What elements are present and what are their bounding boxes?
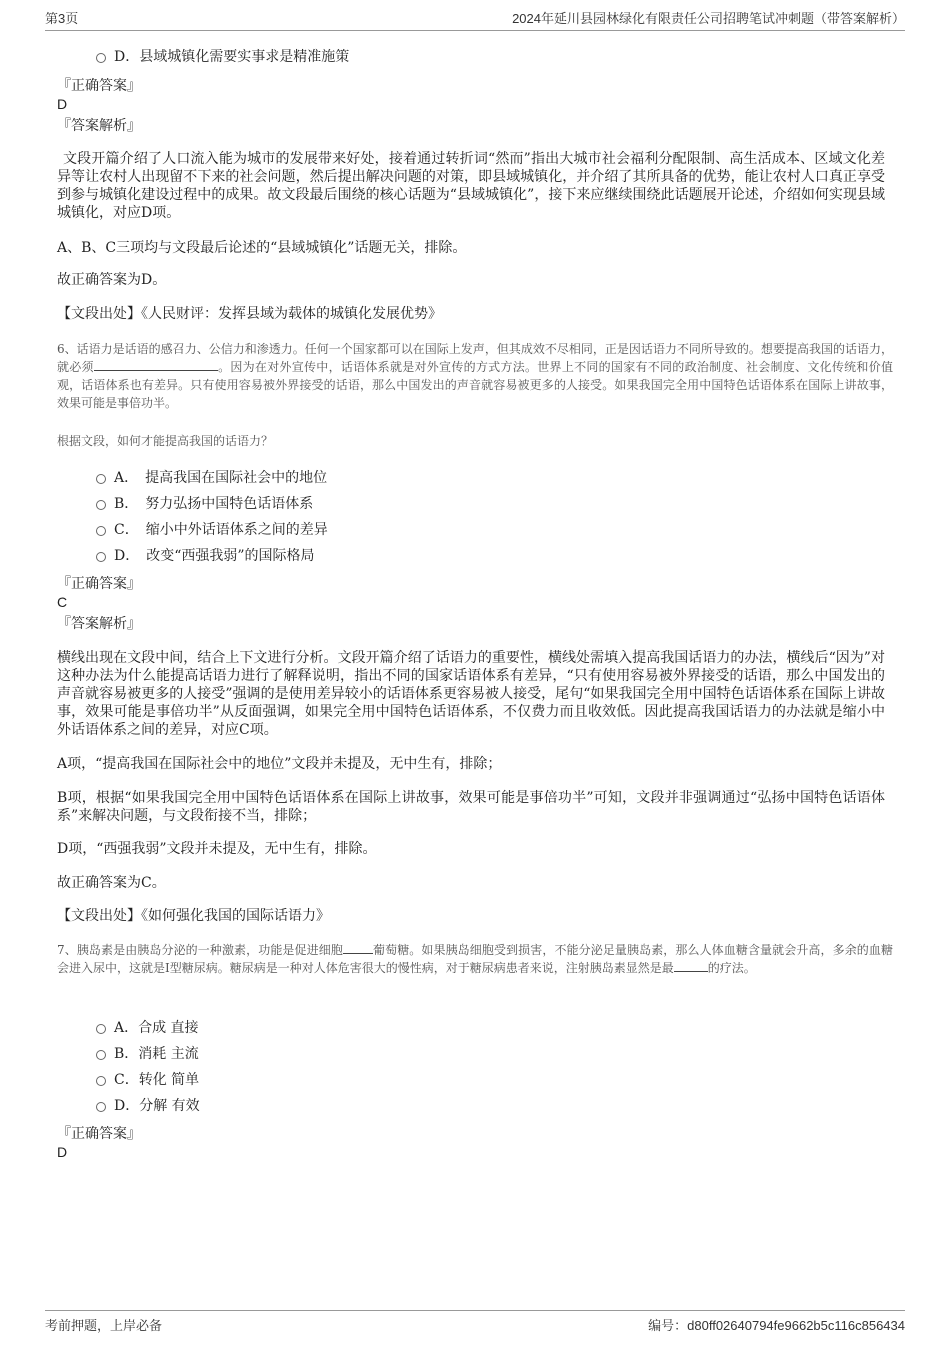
q5-analysis-paragraph-2: A、B、C三项均与文段最后论述的“县域城镇化”话题无关，排除。 xyxy=(57,240,467,256)
fill-blank xyxy=(674,959,708,972)
radio-icon[interactable] xyxy=(96,1102,106,1112)
radio-icon[interactable] xyxy=(96,1076,106,1086)
q5-analysis-label: 『答案解析』 xyxy=(57,118,141,134)
fill-blank xyxy=(343,941,373,954)
radio-icon[interactable] xyxy=(96,526,106,536)
footer-slogan: 考前押题，上岸必备 xyxy=(45,1318,163,1333)
q7-question-text: 7、胰岛素是由胰岛分泌的一种激素，功能是促进细胞 葡萄糖。如果胰岛细胞受到损害，不能分泌足量胰岛素，那么人体血糖含量就会升高，多余的血糖会进入尿中，这就是I型糖尿病。糖尿病是一种对人体危害很大的慢性病，对于糖尿病患者来说，注射胰岛素显然是最 的疗法。 xyxy=(57,943,893,975)
footer-divider xyxy=(45,1310,905,1311)
document-title: 2024年延川县园林绿化有限责任公司招聘笔试冲刺题（带答案解析） xyxy=(512,11,905,26)
q7-option-c[interactable]: C．转化 简单 xyxy=(96,1070,199,1090)
q5-analysis-paragraph-3: 故正确答案为D。 xyxy=(57,272,167,288)
q5-source: 【文段出处】《人民财评：发挥县域为载体的城镇化发展优势》 xyxy=(57,306,442,322)
q5-option-d[interactable]: D．县域城镇化需要实事求是精准施策 xyxy=(96,47,349,67)
q6-analysis-paragraph-1: 横线出现在文段中间，结合上下文进行分析。文段开篇介绍了话语力的重要性，横线处需填入提高我国话语力的办法，横线后“因为”对这种办法为什么能提高话语力进行了解释说明，指出不同的国家话语体系有差异，“只有使用容易被外界接受的话语，那么中国发出的声音就容易被更多的人接受”强调的是使用差异较小的话语体系更容易被人接受，尾句“如果我国完全用中国特色话语体系在国际上讲故事，效果可能是事倍功半”从反面强调，如果完全用中国特色话语体系，不仅费力而且收效低。因此提高我国话语力的办法就是缩小中外话语体系之间的差异，对应C项。 xyxy=(57,650,885,738)
q7-answer-label: 『正确答案』 xyxy=(57,1126,141,1142)
header-divider xyxy=(45,30,905,31)
q6-analysis-paragraph-5: 故正确答案为C。 xyxy=(57,875,166,891)
q7-answer: D xyxy=(57,1144,68,1160)
q6-analysis-paragraph-4: D项，“西强我弱”文段并未提及，无中生有，排除。 xyxy=(57,841,377,857)
q7-option-d[interactable]: D．分解 有效 xyxy=(96,1096,200,1116)
document-id: 编号：d80ff02640794fe9662b5c116c856434 xyxy=(648,1318,905,1333)
radio-icon[interactable] xyxy=(96,500,106,510)
q7-option-b[interactable]: B．消耗 主流 xyxy=(96,1044,199,1064)
q5-analysis-paragraph-1: 文段开篇介绍了人口流入能为城市的发展带来好处，接着通过转折词“然而”指出大城市社会福利分配限制、高生活成本、区域文化差异等让农村人出现留不下来的社会问题，然后提出解决问题的对策，即县域城镇化，并介绍了其所具备的优势，能让农村人口真正享受到参与城镇化建设过程中的成果。故文段最后围绕的核心话题为“县域城镇化”，接下来应继续围绕此话题展开论述，介绍如何实现县域城镇化，对应D项。 xyxy=(57,151,885,221)
q6-source: 【文段出处】《如何强化我国的国际话语力》 xyxy=(57,908,330,924)
fill-blank xyxy=(94,358,218,371)
radio-icon[interactable] xyxy=(96,53,106,63)
radio-icon[interactable] xyxy=(96,552,106,562)
q6-answer-label: 『正确答案』 xyxy=(57,576,141,592)
q6-option-a[interactable]: A． 提高我国在国际社会中的地位 xyxy=(96,468,327,488)
q6-question-text: 6、话语力是话语的感召力、公信力和渗透力。任何一个国家都可以在国际上发声，但其成效不尽相同，正是因话语力不同所导致的。想要提高我国的话语力，就必须 。因为在对外宣传中，话语体系就是对外宣传的方式方法。世界上不同的国家有不同的政治制度、社会制度、文化传统和价值观，话语体系也有差异。只有使用容易被外界接受的话语，那么中国发出的声音就容易被更多的人接受。如果我国完全用中国特色话语体系在国际上讲故事，效果可能是事倍功半。 xyxy=(57,342,893,410)
q6-option-d[interactable]: D． 改变“西强我弱”的国际格局 xyxy=(96,546,315,566)
radio-icon[interactable] xyxy=(96,474,106,484)
q6-option-b[interactable]: B． 努力弘扬中国特色话语体系 xyxy=(96,494,313,514)
q6-analysis-paragraph-3: B项，根据“如果我国完全用中国特色话语体系在国际上讲故事，效果可能是事倍功半”可知，文段并非强调通过“弘扬中国特色话语体系”来解决问题，与文段衔接不当，排除； xyxy=(57,790,885,824)
q6-answer: C xyxy=(57,594,68,610)
q6-analysis-label: 『答案解析』 xyxy=(57,616,141,632)
q5-answer-label: 『正确答案』 xyxy=(57,78,141,94)
q7-option-a[interactable]: A．合成 直接 xyxy=(96,1018,199,1038)
radio-icon[interactable] xyxy=(96,1050,106,1060)
page-number: 第3页 xyxy=(45,11,79,26)
q6-prompt: 根据文段，如何才能提高我国的话语力？ xyxy=(57,434,274,448)
q6-option-c[interactable]: C． 缩小中外话语体系之间的差异 xyxy=(96,520,328,540)
q5-answer: D xyxy=(57,96,68,112)
q6-analysis-paragraph-2: A项，“提高我国在国际社会中的地位”文段并未提及，无中生有，排除； xyxy=(57,756,502,772)
radio-icon[interactable] xyxy=(96,1024,106,1034)
